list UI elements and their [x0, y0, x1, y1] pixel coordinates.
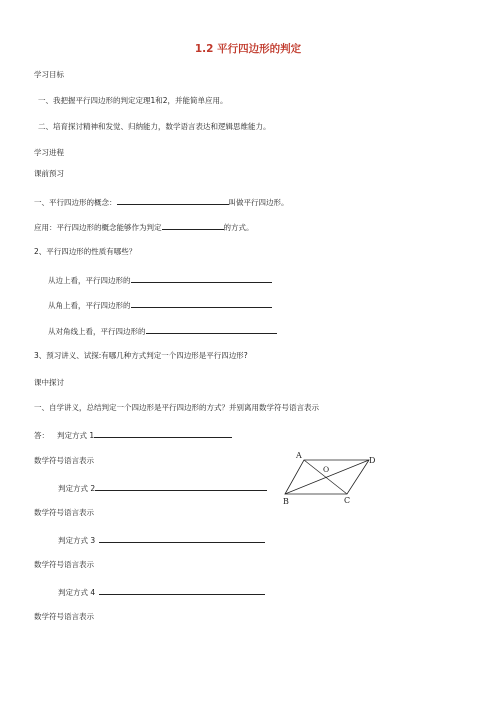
property-side-label: 从边上看，平行四边形的	[48, 276, 131, 285]
preview-heading: 课前预习	[34, 169, 64, 178]
objective-1: 一、我把握平行四边形的判定定理1和2，并能简单应用。	[38, 96, 228, 105]
answer-blank[interactable]	[99, 535, 265, 543]
symbol-label-4: 数学符号语言表示	[34, 612, 94, 621]
symbol-label-3: 数学符号语言表示	[34, 560, 94, 569]
symbol-label-1: 数学符号语言表示	[34, 456, 94, 465]
property-angle	[48, 300, 272, 310]
application-prefix: 应用：平行四边形的概念能够作为判定	[34, 223, 162, 232]
question-3: 3、预习讲义、试探:有哪几种方式判定一个四边形是平行四边形?	[34, 351, 248, 360]
application-line	[34, 222, 254, 232]
answer-line-1	[34, 430, 232, 440]
method-3-label: 判定方式 3	[58, 536, 96, 545]
property-side	[48, 275, 272, 285]
property-diagonal	[48, 326, 277, 336]
answer-line-3	[58, 535, 265, 545]
answer-line-2	[58, 483, 267, 493]
answer-blank[interactable]	[131, 275, 272, 283]
question-1	[34, 197, 289, 207]
vertex-label-c: C	[344, 496, 351, 505]
vertex-label-d: D	[369, 456, 376, 465]
question-1-suffix: 叫做平行四边形。	[228, 198, 289, 207]
application-suffix: 的方式。	[223, 223, 254, 232]
answer-blank[interactable]	[162, 222, 224, 230]
objective-2: 二、培育探讨精神和发觉、归纳能力，数学语言表达和逻辑思维能力。	[38, 122, 271, 131]
parallelogram-diagram	[280, 448, 380, 508]
vertex-label-a: A	[296, 451, 302, 460]
answer-blank[interactable]	[99, 587, 265, 595]
center-label-o: O	[323, 465, 330, 474]
answer-blank[interactable]	[94, 430, 232, 438]
method-4-label: 判定方式 4	[58, 588, 96, 597]
objectives-heading: 学习目标	[34, 70, 64, 79]
symbol-label-2: 数学符号语言表示	[34, 508, 94, 517]
answer-blank[interactable]	[117, 197, 229, 205]
class-question-1: 一、自学讲义，总结判定一个四边形是平行四边形的方式？并别离用数学符号语言表示	[34, 403, 319, 412]
answer-line-4	[58, 587, 265, 597]
method-1-label: 判定方式 1	[57, 431, 95, 440]
process-heading: 学习进程	[34, 148, 64, 157]
vertex-label-b: B	[283, 497, 289, 506]
method-2-label: 判定方式 2	[58, 484, 96, 493]
property-diagonal-label: 从对角线上看，平行四边形的	[48, 327, 146, 336]
answer-label: 答：	[34, 431, 49, 440]
answer-blank[interactable]	[95, 483, 267, 491]
question-2: 2、平行四边形的性质有哪些？	[34, 247, 137, 256]
answer-blank[interactable]	[131, 300, 272, 308]
property-angle-label: 从角上看，平行四边形的	[48, 301, 131, 310]
page-title: 1.2 平行四边形的判定	[194, 43, 302, 55]
class-heading: 课中探讨	[34, 378, 64, 387]
answer-blank[interactable]	[146, 326, 277, 334]
question-1-prefix: 一、平行四边形的概念：	[34, 198, 117, 207]
